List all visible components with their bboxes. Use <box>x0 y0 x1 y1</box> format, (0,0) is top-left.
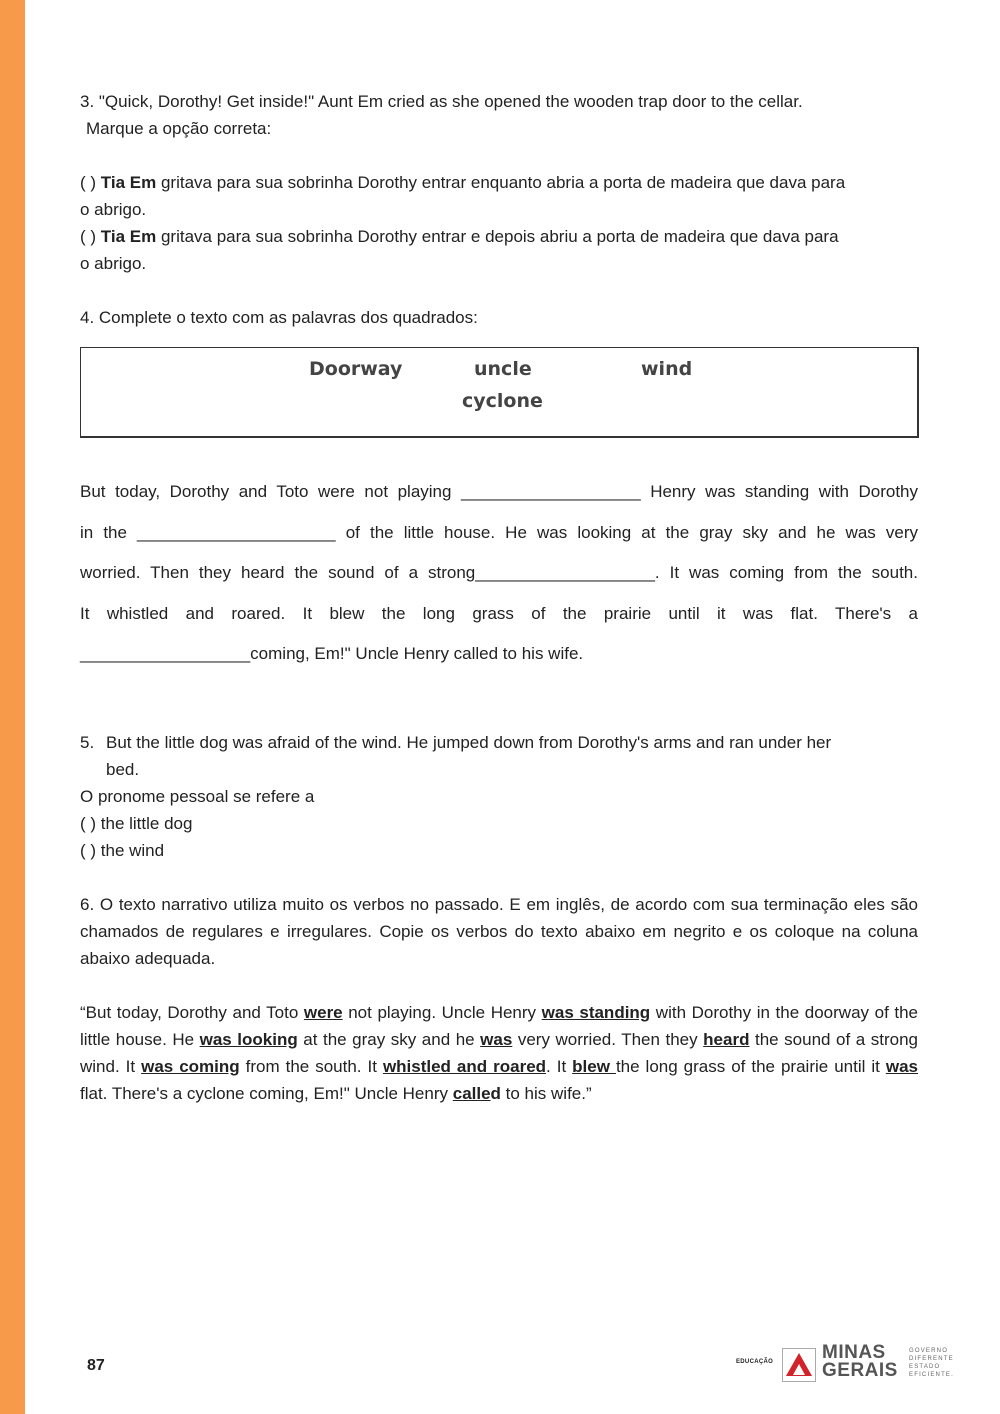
q5-number: 5. <box>80 732 95 752</box>
q5-prompt: O pronome pessoal se refere a <box>80 786 315 806</box>
fill-in-text <box>80 472 918 675</box>
q3-option-2[interactable] <box>80 223 918 277</box>
option-text-cont: o abrigo. <box>80 254 147 273</box>
q5-text: But the little dog was afraid of the wind. He jumped down from Dorothy's arms and ran under her <box>106 732 832 752</box>
minas-gerais-logo <box>736 1344 956 1384</box>
verb-blew: blew <box>572 1056 616 1076</box>
fill-line[interactable]: But today, Dorothy and Toto were not playing ___________________ Henry was standing with Dorothy <box>80 482 918 501</box>
option-text: gritava para sua sobrinha Dorothy entrar e depois abriu a porta de madeira que dava para <box>160 227 839 246</box>
question-3 <box>80 88 918 277</box>
government-tagline: GOVERNO DIFERENTE ESTADO EFICIENTE. <box>909 1348 955 1378</box>
question-5 <box>80 729 918 864</box>
bold-name: Tia Em <box>100 227 157 246</box>
verb-was-looking: was looking <box>199 1029 298 1049</box>
verb-called-suffix: d <box>490 1083 501 1103</box>
orange-side-bar <box>0 0 25 1414</box>
word-bank-box <box>80 347 919 438</box>
education-label: EDUCAÇÃO <box>736 1359 774 1365</box>
option-text-cont: o abrigo. <box>80 200 147 219</box>
fill-line: It whistled and roared. It blew the long grass of the prairie until it was flat. There's a <box>80 603 918 623</box>
verb-whistled-and-roared: whistled and roared <box>382 1056 547 1076</box>
verb-heard: heard <box>703 1029 750 1049</box>
option-text: gritava para sua sobrinha Dorothy entrar enquanto abria a porta de madeira que dava para <box>160 173 846 192</box>
verb-was-coming: was coming <box>141 1056 240 1076</box>
checkbox-parens[interactable]: ( ) <box>80 227 97 246</box>
page-number: 87 <box>87 1357 105 1374</box>
triangle-logo-icon <box>782 1348 816 1382</box>
worksheet-content <box>80 88 918 1124</box>
verb-called: calle <box>452 1083 491 1103</box>
q5-option-1[interactable]: ( ) the little dog <box>80 813 193 833</box>
q5-option-2[interactable]: ( ) the wind <box>80 840 165 860</box>
q4-title: 4. Complete o texto com as palavras dos quadrados: <box>80 308 478 327</box>
checkbox-parens[interactable]: ( ) <box>80 173 97 192</box>
q5-text-cont: bed. <box>106 759 140 779</box>
word-wind: wind <box>641 358 693 380</box>
word-uncle: uncle <box>474 358 532 380</box>
bold-name: Tia Em <box>100 173 157 192</box>
q6-quote: “But today, Dorothy and Toto were not playing. Uncle Henry was standing with Dorothy in the doorway of the little house. He was looking at the gray sky and he was very worried. Then they heard the sound of a strong wind. It was coming from the south. It whistled and roared. It blew the long grass of the prairie until it was flat. There's a cyclone coming, Em!" Uncle Henry called to his wife.” <box>80 1002 919 1103</box>
question-4 <box>80 304 918 675</box>
fill-line[interactable]: in the _____________________ of the little house. He was looking at the gray sky and he was very <box>80 522 918 542</box>
verb-were: were <box>303 1002 343 1022</box>
fill-line[interactable]: __________________coming, Em!" Uncle Henry called to his wife. <box>80 644 584 663</box>
verb-was: was <box>480 1029 513 1049</box>
question-6 <box>80 891 918 1107</box>
word-doorway: Doorway <box>309 358 403 380</box>
q3-instruction: Marque a opção correta: <box>86 119 272 138</box>
verb-was: was <box>885 1056 918 1076</box>
fill-line[interactable]: worried. Then they heard the sound of a strong___________________. It was coming from the south. <box>80 563 918 582</box>
q3-statement: 3. "Quick, Dorothy! Get inside!" Aunt Em cried as she opened the wooden trap door to the cellar. <box>80 92 803 111</box>
q6-instruction: 6. O texto narrativo utiliza muito os verbos no passado. E em inglês, de acordo com sua terminação eles são chamados de regulares e irregulares. Copie os verbos do texto abaixo em negrito e os coloque na coluna abaixo adequada. <box>80 894 918 968</box>
q5-statement <box>80 729 918 756</box>
q3-option-1[interactable] <box>80 169 918 223</box>
word-cyclone: cyclone <box>462 390 543 412</box>
brand-name: MINAS GERAIS <box>822 1342 898 1381</box>
verb-was-standing: was standing <box>541 1002 651 1022</box>
